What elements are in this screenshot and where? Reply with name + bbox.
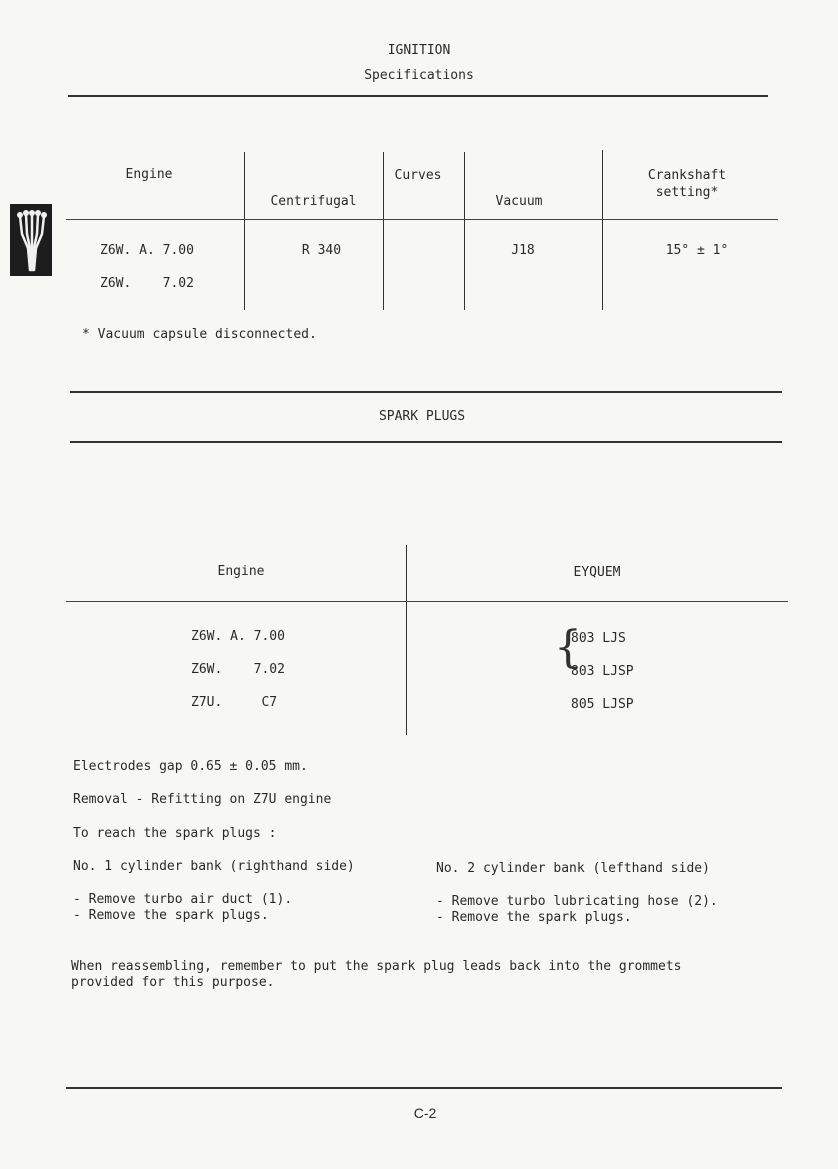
col-header-curves: Curves xyxy=(394,168,442,183)
table-row-plug: 803 LJS xyxy=(571,631,626,646)
spark-plugs-top-rule xyxy=(70,391,782,393)
table-divider xyxy=(406,545,407,735)
table-header-rule xyxy=(66,219,778,220)
bank1-step: - Remove turbo air duct (1). xyxy=(73,892,293,907)
table-row-engine: Z7U. C7 xyxy=(191,695,278,710)
reassembly-note: When reassembling, remember to put the spark plug leads back into the grommets xyxy=(71,959,682,974)
col-header-crankshaft-setting: setting* xyxy=(655,185,719,200)
bank2-step: - Remove turbo lubricating hose (2). xyxy=(436,894,718,909)
bank1-step: - Remove the spark plugs. xyxy=(73,908,269,923)
table-row-engine: Z6W. 7.02 xyxy=(191,662,285,677)
table-row-vacuum: J18 xyxy=(511,243,535,258)
col-header-crankshaft: Crankshaft xyxy=(647,168,727,183)
bank2-step: - Remove the spark plugs. xyxy=(436,910,632,925)
reach-text: To reach the spark plugs : xyxy=(73,826,277,841)
table-divider xyxy=(244,152,245,310)
table-row-centrifugal: R 340 xyxy=(301,243,342,258)
removal-title: Removal - Refitting on Z7U engine xyxy=(73,792,332,807)
table-row-plug: 803 LJSP xyxy=(571,664,634,679)
spark-plugs-bottom-rule xyxy=(70,441,782,443)
table-row-engine: Z6W. A. 7.00 xyxy=(191,629,285,644)
bank2-title: No. 2 cylinder bank (lefthand side) xyxy=(436,861,710,876)
brace-icon: { xyxy=(554,622,582,673)
table-row-engine: Z6W. 7.02 xyxy=(100,276,194,291)
table-divider xyxy=(464,152,465,310)
col-header-centrifugal: Centrifugal xyxy=(270,194,357,209)
col-header-eyquem: EYQUEM xyxy=(573,565,621,580)
col-header-engine: Engine xyxy=(217,564,265,579)
page-number: C-2 xyxy=(413,1105,437,1121)
ignition-leads-icon xyxy=(10,204,52,276)
table-row-crankshaft: 15° ± 1° xyxy=(665,243,729,258)
header-rule xyxy=(68,95,768,97)
table-footnote: * Vacuum capsule disconnected. xyxy=(82,327,317,342)
spark-plugs-title: SPARK PLUGS xyxy=(378,409,466,424)
table-header-rule xyxy=(66,601,788,602)
col-header-vacuum: Vacuum xyxy=(495,194,543,209)
bank1-title: No. 1 cylinder bank (righthand side) xyxy=(73,859,355,874)
col-header-engine: Engine xyxy=(125,167,173,182)
footer-rule xyxy=(66,1087,782,1089)
electrodes-gap: Electrodes gap 0.65 ± 0.05 mm. xyxy=(73,759,308,774)
section-title: IGNITION xyxy=(387,43,451,58)
section-subtitle: Specifications xyxy=(364,68,474,83)
reassembly-note: provided for this purpose. xyxy=(71,975,275,990)
table-row-engine: Z6W. A. 7.00 xyxy=(100,243,194,258)
table-row-plug: 805 LJSP xyxy=(571,697,634,712)
